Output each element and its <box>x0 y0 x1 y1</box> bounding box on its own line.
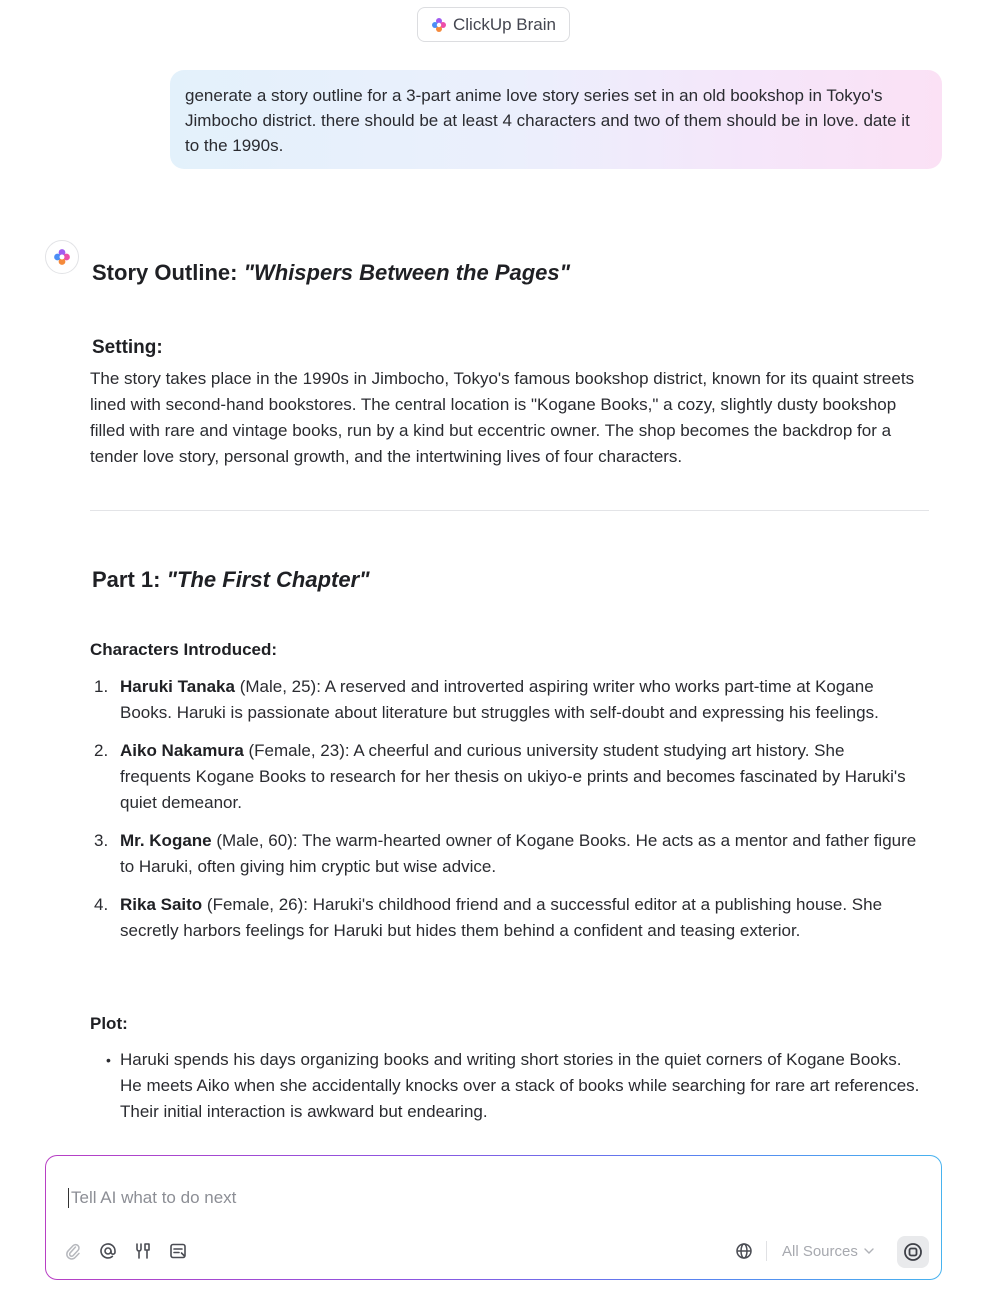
paperclip-icon <box>65 1242 81 1260</box>
clickup-brain-logo-icon <box>431 17 447 33</box>
title-prefix: Story Outline: <box>92 260 244 285</box>
character-name: Rika Saito <box>120 895 203 914</box>
chat-composer <box>45 1155 942 1280</box>
list-item <box>90 892 920 944</box>
web-search-button[interactable] <box>733 1240 755 1262</box>
plot-list <box>90 1047 920 1125</box>
list-item <box>90 828 920 880</box>
characters-list <box>90 674 920 956</box>
stop-icon <box>903 1242 923 1262</box>
part-1-heading <box>92 567 370 593</box>
attach-button[interactable] <box>62 1240 84 1262</box>
prompt-input[interactable] <box>68 1188 708 1208</box>
toolbar-divider <box>766 1241 767 1261</box>
user-message-bubble <box>170 70 942 169</box>
setting-paragraph: The story takes place in the 1990s in Jimbocho, Tokyo's famous bookshop district, known for its quaint streets lined with second-hand bookstores. The central location is "Kogane Books," a cozy, slightly dusty bookshop filled with rare and vintage books, run by a kind but eccentric owner. The shop becomes the backdrop for a tender love story, personal growth, and the intertwining lives of four characters. <box>90 369 915 466</box>
note-icon <box>169 1242 187 1260</box>
app-title-pill[interactable] <box>417 7 570 42</box>
composer-inner <box>46 1156 941 1279</box>
list-item <box>90 738 920 816</box>
tools-icon <box>134 1242 152 1260</box>
clickup-brain-avatar-icon <box>53 248 71 266</box>
part-1-italic: "The First Chapter" <box>166 567 370 592</box>
list-item <box>90 1047 920 1125</box>
tools-button[interactable] <box>132 1240 154 1262</box>
sources-label: All Sources <box>782 1242 858 1260</box>
plot-text: Haruki spends his days organizing books and writing short stories in the quiet corners of Kogane Books. He meets Aiko when she accidentally knocks over a stack of books while searching for rare art references. Their initial interaction is awkward but endearing. <box>120 1050 920 1121</box>
app-title: ClickUp Brain <box>453 14 556 34</box>
story-outline-title <box>92 260 570 286</box>
character-description: (Male, 60): The warm-hearted owner of Kogane Books. He acts as a mentor and father figure to Haruki, often giving him cryptic but wise advice. <box>120 831 917 876</box>
chevron-down-icon <box>864 1248 874 1254</box>
sources-dropdown[interactable] <box>782 1241 874 1261</box>
list-item <box>90 674 920 726</box>
list-number: 3. <box>94 831 109 850</box>
title-italic: "Whispers Between the Pages" <box>243 260 571 285</box>
part-1-prefix: Part 1: <box>92 567 167 592</box>
character-description: (Female, 26): Haruki's childhood friend and a successful editor at a publishing house. She secretly harbors feelings for Haruki but hides them behind a confident and teasing exterior. <box>120 895 883 940</box>
list-number: 4. <box>94 895 109 914</box>
stop-generation-button[interactable] <box>897 1236 929 1268</box>
note-button[interactable] <box>167 1240 189 1262</box>
character-name: Aiko Nakamura <box>120 741 244 760</box>
plot-heading: Plot: <box>90 1014 128 1033</box>
section-divider <box>90 510 929 511</box>
character-description: (Female, 23): A cheerful and curious university student studying art history. She frequents Kogane Books to research for her thesis on ukiyo-e prints and becomes fascinated by Haruki's quiet demeanor. <box>120 741 906 812</box>
user-message-text: generate a story outline for a 3-part anime love story series set in an old bookshop in Tokyo's Jimbocho district. there should be at least 4 characters and two of them should be in love. date it to the 1990s. <box>185 86 910 155</box>
bullet-icon: • <box>106 1052 111 1068</box>
characters-heading: Characters Introduced: <box>90 640 278 659</box>
list-number: 2. <box>94 741 109 760</box>
ai-avatar <box>45 240 79 274</box>
at-mention-icon <box>99 1242 117 1260</box>
character-name: Haruki Tanaka <box>120 677 235 696</box>
mention-button[interactable] <box>97 1240 119 1262</box>
character-name: Mr. Kogane <box>120 831 212 850</box>
setting-heading: Setting: <box>92 337 163 358</box>
globe-icon <box>735 1242 753 1260</box>
character-description: (Male, 25): A reserved and introverted aspiring writer who works part-time at Kogane Books. Haruki is passionate about literature but struggles with self-doubt and expressing his feelings. <box>120 677 879 722</box>
list-number: 1. <box>94 677 109 696</box>
